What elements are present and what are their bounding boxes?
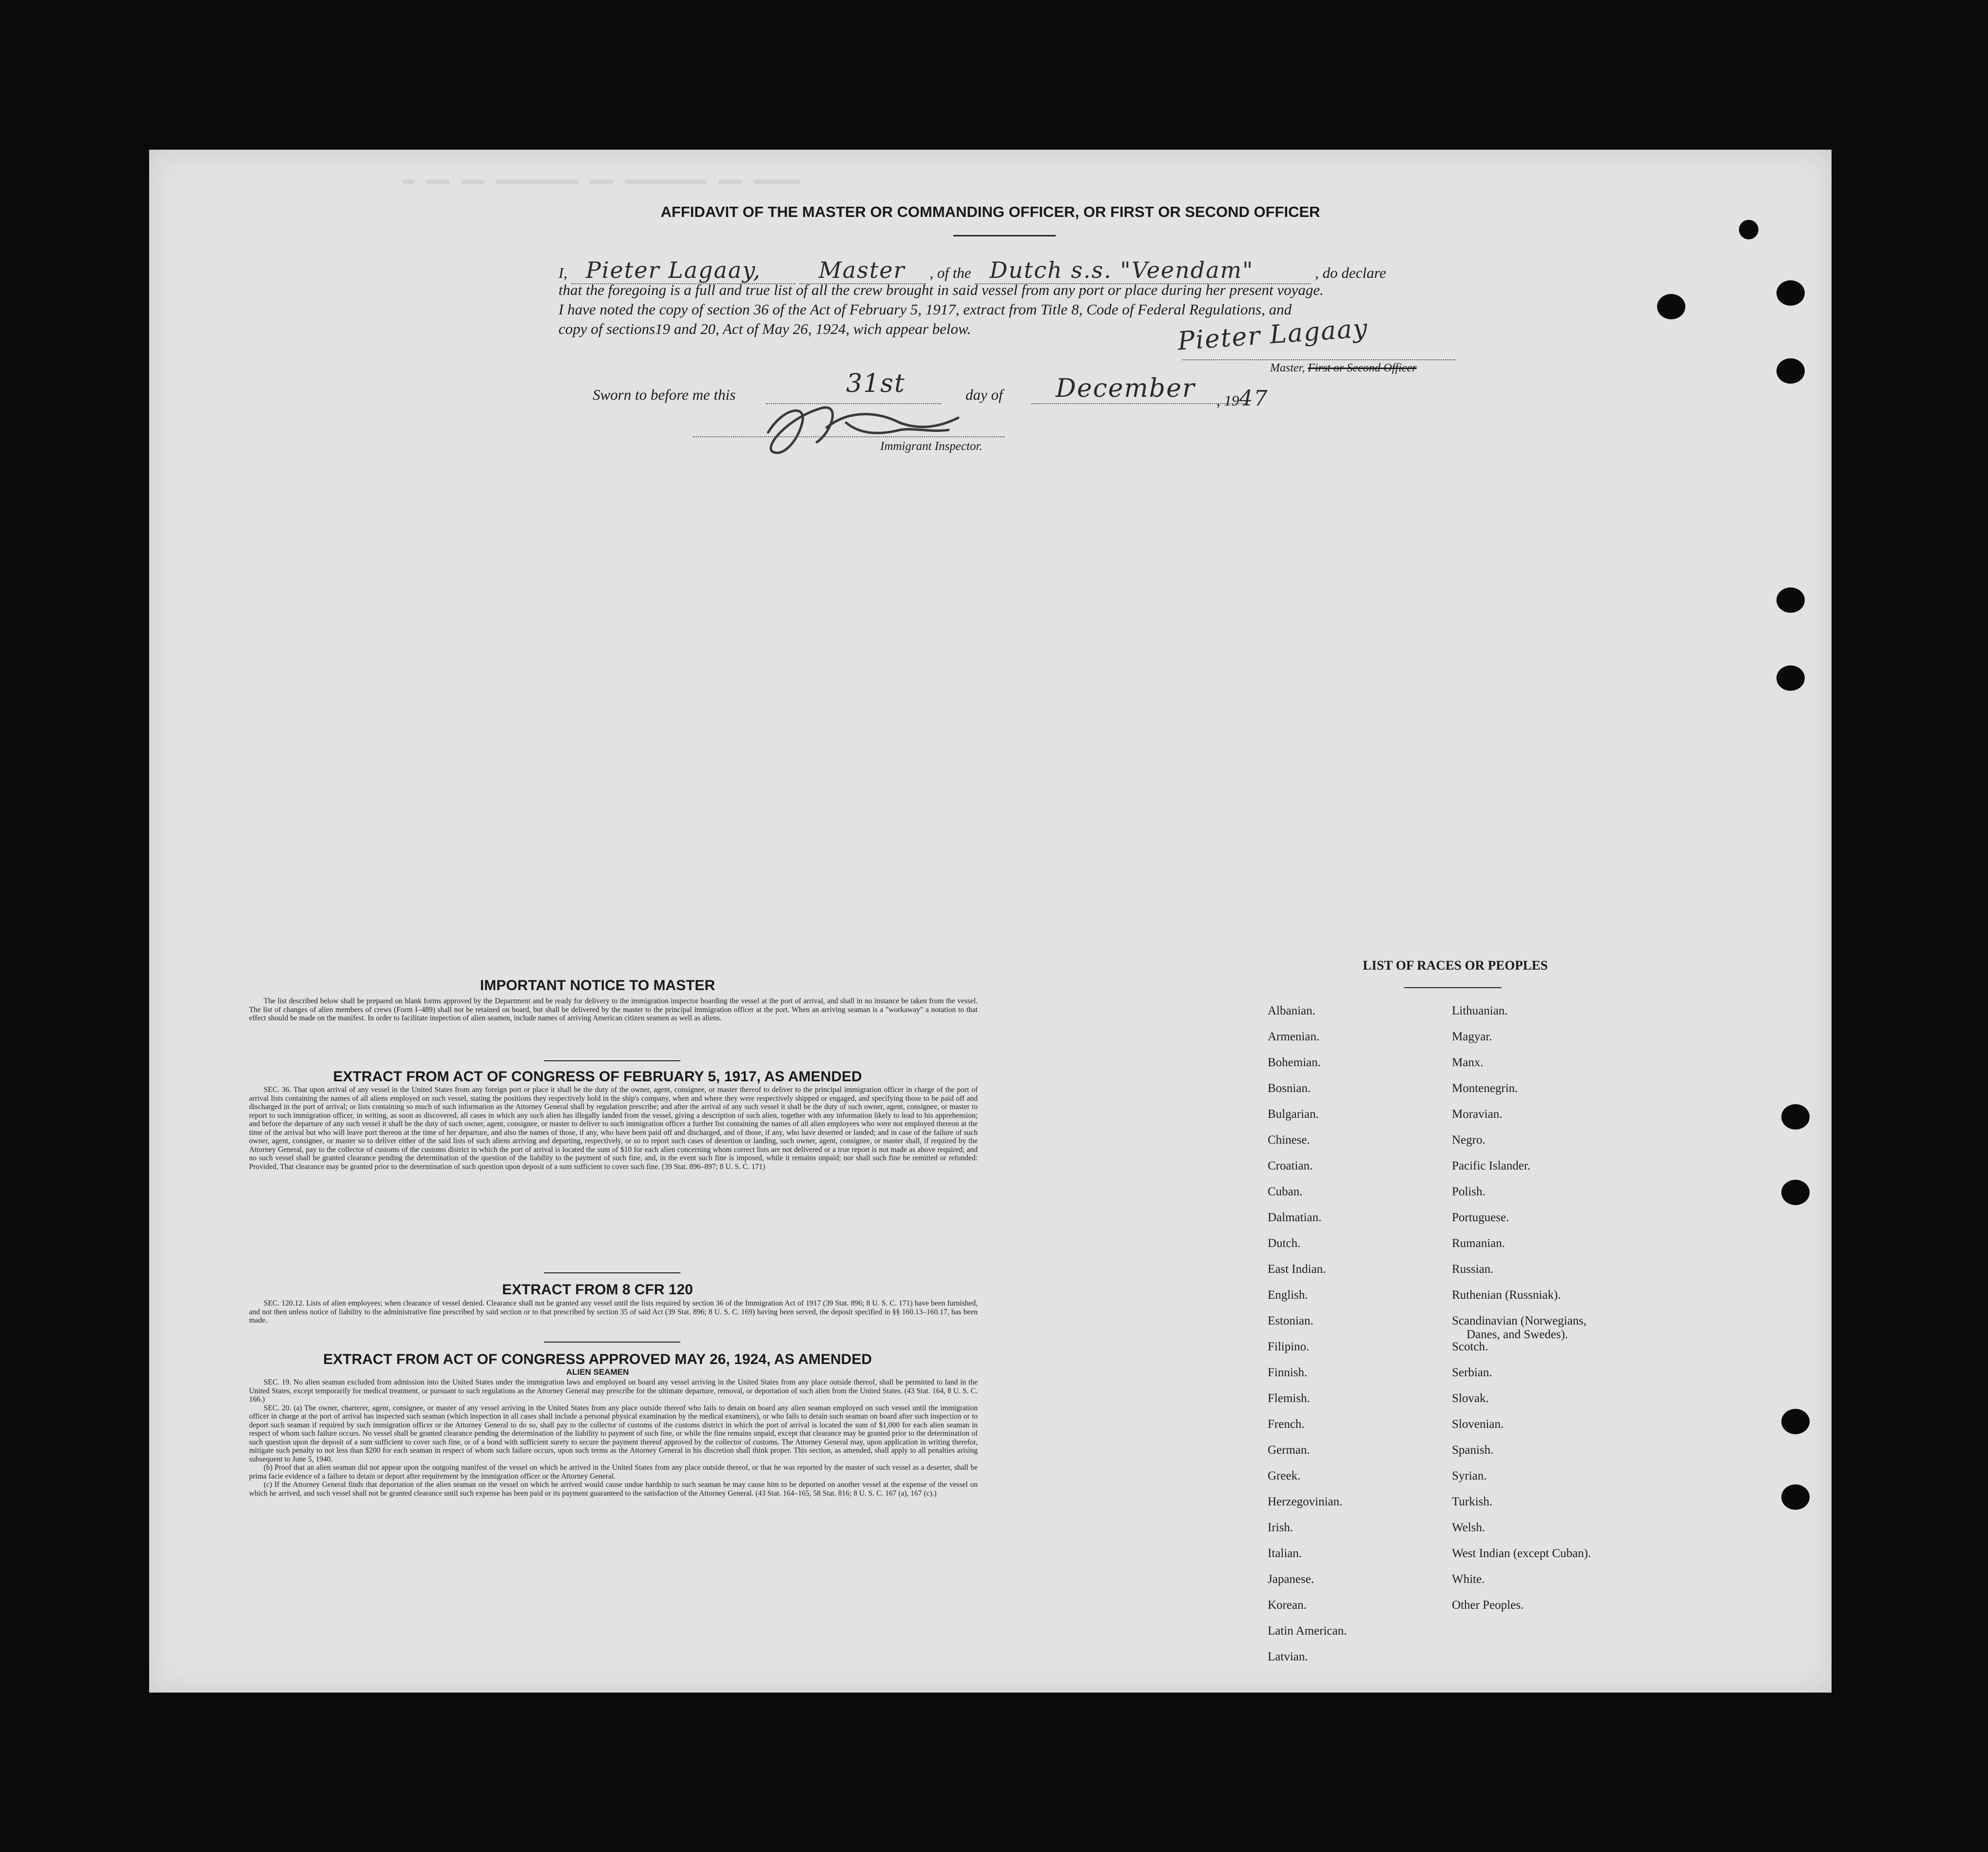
race-item: Syrian. xyxy=(1452,1469,1487,1482)
race-item: English. xyxy=(1268,1288,1308,1302)
extract-1924-title: EXTRACT FROM ACT OF CONGRESS APPROVED MAY 26, 1924, AS AMENDED xyxy=(323,1351,872,1367)
extract-cfr-body: SEC. 120.12. Lists of alien employees; when clearance of vessel denied. Clearance shall not be granted any vessel until the lists required by section 36 of the Immigration Act of 1917 (39 Stat. 896; 8 U. S. C. 171) have been furnished, and not then unless notice of liability to the administrative fine prescribed by said section or to that prescribed by section 35 of said Act (39 Stat. 896; 8 U. S. C. 169) having been served, the deposit specified in §§ 160.13–160.17, has been made. xyxy=(249,1299,978,1325)
race-item: French. xyxy=(1268,1418,1305,1431)
bleed-through-heading: ▬ ▬▬ ▬▬ ▬▬▬▬▬▬▬ ▬▬ ▬▬▬▬▬▬▬ ▬▬ ▬▬▬▬ xyxy=(403,169,801,191)
punch-hole xyxy=(1776,665,1805,691)
extract-1924-body xyxy=(249,1378,978,1498)
punch-hole xyxy=(1776,358,1805,384)
race-item: Bosnian. xyxy=(1268,1082,1311,1095)
race-item: Welsh. xyxy=(1452,1521,1486,1534)
race-item: Dalmatian. xyxy=(1268,1211,1322,1224)
officer-rank: Master xyxy=(799,257,926,284)
race-item: Finnish. xyxy=(1268,1366,1308,1379)
punch-hole xyxy=(1781,1409,1810,1434)
extract-cfr-title: EXTRACT FROM 8 CFR 120 xyxy=(502,1282,693,1298)
races-title: LIST OF RACES OR PEOPLES xyxy=(1363,958,1548,973)
race-item: Filipino. xyxy=(1268,1340,1310,1353)
affidavit-line-3: I have noted the copy of section 36 of the Act of February 5, 1917, extract from Title 8, Code of Federal Regulations, and xyxy=(559,301,1292,318)
affidavit-line-2: that the foregoing is a full and true list of all the crew brought in said vessel from any port or place during her present voyage. xyxy=(559,281,1324,298)
inspector-line xyxy=(693,436,1004,437)
affidavit-title: AFFIDAVIT OF THE MASTER OR COMMANDING OFFICER, OR FIRST OR SECOND OFFICER xyxy=(660,203,1320,220)
race-item: West Indian (except Cuban). xyxy=(1452,1547,1591,1560)
vessel-name: Dutch s.s. "Veendam" xyxy=(975,257,1311,284)
sworn-month: December xyxy=(1056,374,1196,403)
race-item: Herzegovinian. xyxy=(1268,1495,1343,1508)
title-rule xyxy=(953,235,1056,236)
sec-20b: (b) Proof that an alien seaman did not appear upon the outgoing manifest of the vessel on which he arrived in the United States from any place outside thereof, or that he was reported by the master of such vessel as a deserter, shall be prima facie evidence of a failure to detain or deport after requirement by the immigration officer or the Attorney General. xyxy=(249,1463,978,1481)
punch-hole xyxy=(1781,1484,1810,1510)
race-item: Irish. xyxy=(1268,1521,1293,1534)
punch-hole xyxy=(1776,587,1805,613)
sec-20a: SEC. 20. (a) The owner, charterer, agent, consignee, or master of any vessel arriving in the United States from any place outside thereof who fails to detain on board any alien seaman employed on such vessel until the immigration officer in charge at the port of arrival has inspected such seaman (which inspection in all cases shall include a personal physical examination by the medical examiners), or who fails to detain such seaman on board after such inspection or to deport such seaman if required by such immigration officer or the Attorney General to do so, shall pay to the collector of customs of the customs district in which the port of arrival is located the sum of $1,000 for each alien seaman in respect of whom such failure occurs. No vessel shall be granted clearance pending the determination of the liability to payment of such fine, or while the fine remains unpaid, except that clearance may be granted prior to the determination of such question upon the deposit of a sum sufficient to cover such fine, or of a bond with sufficient surety to secure the payment thereof approved by the collector of customs. The Attorney General may, upon application in writing therefor, mitigate such penalty to not less than $200 for each seaman in respect of whom such failure occurs, upon such terms as the Attorney General in his discretion shall think proper. This section, as amended, shall apply to all penalties arising subsequent to June 5, 1940. xyxy=(249,1404,978,1463)
master-signature: Pieter Lagaay xyxy=(1177,313,1370,356)
race-item: Montenegrin. xyxy=(1452,1082,1518,1095)
race-item: Rumanian. xyxy=(1452,1237,1505,1250)
race-item: Cuban. xyxy=(1268,1185,1303,1198)
punch-hole xyxy=(1657,294,1685,319)
race-item: Portuguese. xyxy=(1452,1211,1509,1224)
race-item: Korean. xyxy=(1268,1599,1307,1612)
race-item: Negro. xyxy=(1452,1133,1486,1147)
of-the-label: , of the xyxy=(929,264,971,281)
race-item: Manx. xyxy=(1452,1056,1484,1069)
race-item: Croatian. xyxy=(1268,1159,1313,1172)
race-item: Spanish. xyxy=(1452,1443,1494,1457)
race-item: Ruthenian (Russniak). xyxy=(1452,1288,1561,1302)
race-item: East Indian. xyxy=(1268,1263,1326,1276)
race-item: Chinese. xyxy=(1268,1133,1310,1147)
race-item: Scotch. xyxy=(1452,1340,1488,1353)
sec-19: SEC. 19. No alien seaman excluded from admission into the United States under the immigration laws and employed on board any vessel arriving in the United States from any place outside thereof, shall be permitted to land in the United States, except temporarily for medical treatment, or pursuant to such regulations as the Attorney General may prescribe for the ultimate departure, removal, or deportation of such alien from the United States. (43 Stat. 164, 8 U. S. C. 166.) xyxy=(249,1378,978,1404)
race-item: Bohemian. xyxy=(1268,1056,1321,1069)
affidavit-line-4: copy of sections19 and 20, Act of May 26, 1924, wich appear below. xyxy=(559,320,971,337)
race-item: Albanian. xyxy=(1268,1004,1315,1017)
race-item: Bulgarian. xyxy=(1268,1108,1319,1121)
race-item: Russian. xyxy=(1452,1263,1494,1276)
race-item: Latvian. xyxy=(1268,1650,1308,1663)
sworn-label: Sworn to before me this xyxy=(593,386,736,403)
year-label: , 1947 xyxy=(1216,386,1269,411)
race-item: Italian. xyxy=(1268,1547,1302,1560)
extract-1917-title: EXTRACT FROM ACT OF CONGRESS OF FEBRUARY 5, 1917, AS AMENDED xyxy=(333,1069,862,1085)
extract-1924-subtitle: ALIEN SEAMEN xyxy=(566,1367,629,1377)
race-item: Serbian. xyxy=(1452,1366,1492,1379)
day-of-label: day of xyxy=(965,386,1003,403)
race-item: Pacific Islander. xyxy=(1452,1159,1531,1172)
race-item: Latin American. xyxy=(1268,1624,1347,1638)
extract-1917-body: SEC. 36. That upon arrival of any vessel in the United States from any foreign port or place it shall be the duty of the owner, agent, consignee, or master thereof to deliver to the principal immigration officer in charge of the port of arrival lists containing the names of all aliens employed on such vessel, stating the positions they respectively hold in the ship's company, when and where they were respectively shipped or engaged, and specifying those to be paid off and discharged in the port of arrival; or lists containing so much of such information as the Attorney General shall by regulation prescribe; and after the arrival of any such vessel it shall be the duty of such owner, agent, consignee, or master to report to such immigration officer, in writing, as soon as discovered, all cases in which any such alien has illegally landed from the vessel, giving a description of such alien, together with any information likely to lead to his apprehension; and before the departure of any such vessel it shall be the duty of such owner, agent, consignee, or master to deliver to such immigration officer a further list containing the names of all alien employees who were not employed thereon at the time of the arrival but who will leave port thereon at the time of her departure, and also the names of those, if any, who have been paid off and discharged, and of those, if any, who have deserted or landed; and in case of the failure of such owner, agent, consignee, or master so to deliver either of the said lists of such aliens arriving and departing, respectively, or so to report such cases of desertion or landing, such owner, agent, consignee, or master shall, if required by the Attorney General, pay to the collector of customs of the customs district in which the port of arrival is located the sum of $10 for each alien concerning whom correct lists are not delivered or a true report is not made as above required; and no such vessel shall be granted clearance pending the determination of the question of the liability to the payment of such fine, and, in the event such fine is imposed, while it remains unpaid; nor shall such fine be remitted or refunded: Provided, That clearance may be granted prior to the determination of such question upon deposit of a sum sufficient to cover such fine. (39 Stat. 896–897; 8 U. S. C. 171) xyxy=(249,1086,978,1171)
master-name: Pieter Lagaay, xyxy=(571,257,795,284)
signature-line xyxy=(1182,359,1455,360)
race-item: Japanese. xyxy=(1268,1573,1314,1586)
extract-1917-rule xyxy=(544,1272,680,1273)
race-item: Greek. xyxy=(1268,1469,1301,1482)
race-item: Turkish. xyxy=(1452,1495,1493,1508)
race-item: Moravian. xyxy=(1452,1108,1503,1121)
race-item: Scandinavian (Norwegians, xyxy=(1452,1314,1587,1327)
document-page xyxy=(149,150,1832,1693)
caption-master: Master, xyxy=(1270,362,1305,374)
race-item: Other Peoples. xyxy=(1452,1599,1524,1612)
race-item: Flemish. xyxy=(1268,1392,1310,1405)
races-rule xyxy=(1404,987,1502,988)
punch-hole xyxy=(1781,1180,1810,1205)
notice-rule xyxy=(544,1060,680,1061)
race-item: Slovenian. xyxy=(1452,1418,1504,1431)
punch-hole xyxy=(1739,220,1758,239)
declare-label: , do declare xyxy=(1315,264,1387,281)
race-item: Danes, and Swedes). xyxy=(1467,1328,1568,1341)
year-handwritten: 47 xyxy=(1239,386,1269,411)
caption-struck: First or Second Officer xyxy=(1308,362,1417,374)
affidavit-line-1 xyxy=(559,257,1386,284)
notice-body: The list described below shall be prepared on blank forms approved by the Department and be ready for delivery to the immigration inspector boarding the vessel at the port of arrival, and shall in no instance be taken from the vessel. The list of changes of alien members of crews (Form I–489) shall not be retained on board, but shall be delivered by the master to the principal immigration officer at the port. When an arriving seaman is a "workaway" a notation to that effect should be made on the manifest. In order to facilitate inspection of alien seamen, include names of arriving American citizen seamen as well as aliens. xyxy=(249,997,978,1022)
race-item: Slovak. xyxy=(1452,1392,1489,1405)
notice-title: IMPORTANT NOTICE TO MASTER xyxy=(480,977,715,994)
race-item: Magyar. xyxy=(1452,1030,1492,1043)
race-item: Dutch. xyxy=(1268,1237,1301,1250)
signature-caption xyxy=(1270,362,1417,375)
inspector-label: Immigrant Inspector. xyxy=(880,440,983,453)
sworn-month-line xyxy=(1031,403,1246,404)
race-item: Polish. xyxy=(1452,1185,1486,1198)
race-item: White. xyxy=(1452,1573,1485,1586)
punch-hole xyxy=(1781,1104,1810,1130)
race-item: German. xyxy=(1268,1443,1310,1457)
extract-cfr-rule xyxy=(544,1342,680,1343)
race-item: Estonian. xyxy=(1268,1314,1313,1327)
sec-20c: (c) If the Attorney General finds that deportation of the alien seaman on the vessel on which he arrived would cause undue hardship to such seaman he may cause him to be deported on another vessel at the expense of the vessel on which he arrived, and such vessel shall not be granted clearance until such expense has been paid or its payment guaranteed to the satisfaction of the Attorney General. (43 Stat. 164–165, 58 Stat. 816; 8 U. S. C. 167 (a), 167 (c).) xyxy=(249,1481,978,1498)
punch-hole xyxy=(1776,280,1805,306)
sworn-day: 31st xyxy=(846,369,906,398)
declarant-prefix: I, xyxy=(559,264,568,281)
race-item: Armenian. xyxy=(1268,1030,1320,1043)
race-item: Lithuanian. xyxy=(1452,1004,1508,1017)
